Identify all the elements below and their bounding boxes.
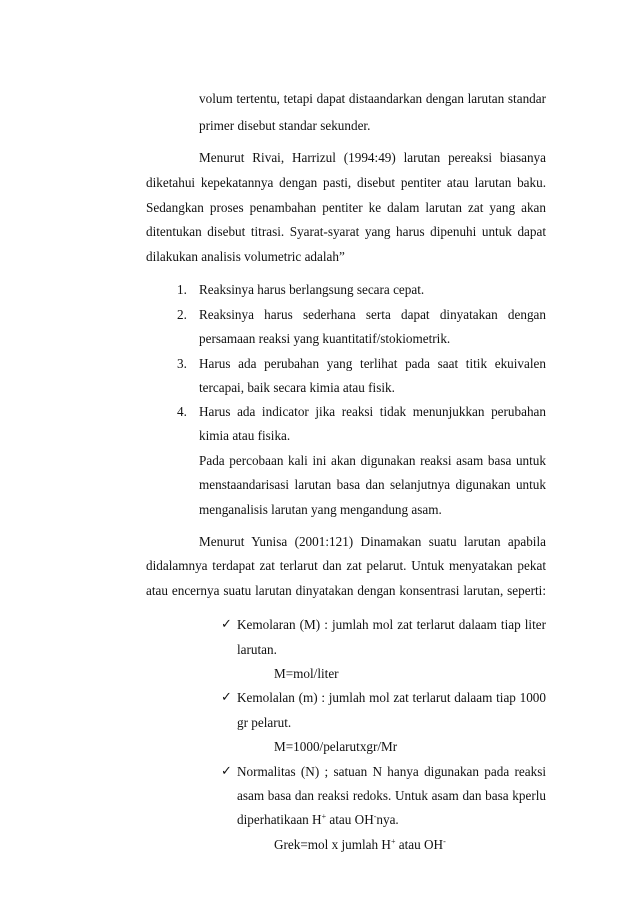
para2-line1: Menurut Rivai, Harrizul (1994:49) larutan pereaksi biasanya xyxy=(199,150,546,165)
check-item-2-line2: gr pelarut. xyxy=(237,715,292,730)
para2-line3: Sedangkan proses penambahan pentiter ke dalam larutan zat yang akan xyxy=(146,200,546,215)
list-item-2-line1: Reaksinya harus sederhana serta dapat dinyatakan dengan xyxy=(199,307,546,322)
list-item-4-line1: Harus ada indicator jika reaksi tidak menunjukkan perubahan xyxy=(199,404,546,419)
check-icon: ✓ xyxy=(221,617,232,632)
formula-normality: Grek=mol x jumlah H+ atau OH- xyxy=(274,837,446,852)
check-item-3-line3: diperhatikaan H+ atau OH-nya. xyxy=(237,812,399,827)
check-item-3-line2: asam basa dan reaksi redoks. Untuk asam dan basa kperlu xyxy=(237,788,546,803)
check-icon: ✓ xyxy=(221,764,232,779)
list-item-2-line2: persamaan reaksi yang kuantitatif/stokiometrik. xyxy=(199,331,451,346)
check-item-3-line1: Normalitas (N) ; satuan N hanya digunakan pada reaksi xyxy=(237,764,546,779)
check-item-1-line2: larutan. xyxy=(237,642,277,657)
formula-molality: M=1000/pelarutxgr/Mr xyxy=(274,739,398,754)
list-item-1-line1: Reaksinya harus berlangsung secara cepat. xyxy=(199,282,425,297)
para3-line2: menstaandarisasi larutan basa dan selanjutnya digunakan untuk xyxy=(199,477,546,492)
list-item-3-line2: tercapai, baik secara kimia atau fisik. xyxy=(199,380,395,395)
para1-line1: volum tertentu, tetapi dapat distaandarkan dengan larutan standar xyxy=(199,91,546,106)
check-icon: ✓ xyxy=(221,690,232,705)
list-number-1: 1. xyxy=(177,282,187,297)
para2-line2: diketahui kepekatannya dengan pasti, disebut pentiter atau larutan baku. xyxy=(146,175,546,190)
para4-line1: Menurut Yunisa (2001:121) Dinamakan suatu larutan apabila xyxy=(199,534,546,549)
formula-molarity: M=mol/liter xyxy=(274,666,339,681)
list-number-3: 3. xyxy=(177,356,187,371)
para1-line2: primer disebut standar sekunder. xyxy=(199,118,371,133)
check-item-2-line1: Kemolalan (m) : jumlah mol zat terlarut dalaam tiap 1000 xyxy=(237,690,546,705)
list-number-4: 4. xyxy=(177,404,187,419)
para2-line4: ditentukan disebut titrasi. Syarat-syarat yang harus dipenuhi untuk dapat xyxy=(146,224,546,239)
list-item-3-line1: Harus ada perubahan yang terlihat pada saat titik ekuivalen xyxy=(199,356,546,371)
para3-line3: menganalisis larutan yang mengandung asam. xyxy=(199,502,442,517)
list-number-2: 2. xyxy=(177,307,187,322)
para4-line3: atau encernya suatu larutan dinyatakan dengan konsentrasi larutan, seperti: xyxy=(146,583,546,598)
para4-line2: didalamnya terdapat zat terlarut dan zat pelarut. Untuk menyatakan pekat xyxy=(146,558,546,573)
para2-line5: dilakukan analisis volumetric adalah” xyxy=(146,249,345,264)
check-item-1-line1: Kemolaran (M) : jumlah mol zat terlarut dalaam tiap liter xyxy=(237,617,546,632)
list-item-4-line2: kimia atau fisika. xyxy=(199,428,291,443)
para3-line1: Pada percobaan kali ini akan digunakan reaksi asam basa untuk xyxy=(199,453,546,468)
